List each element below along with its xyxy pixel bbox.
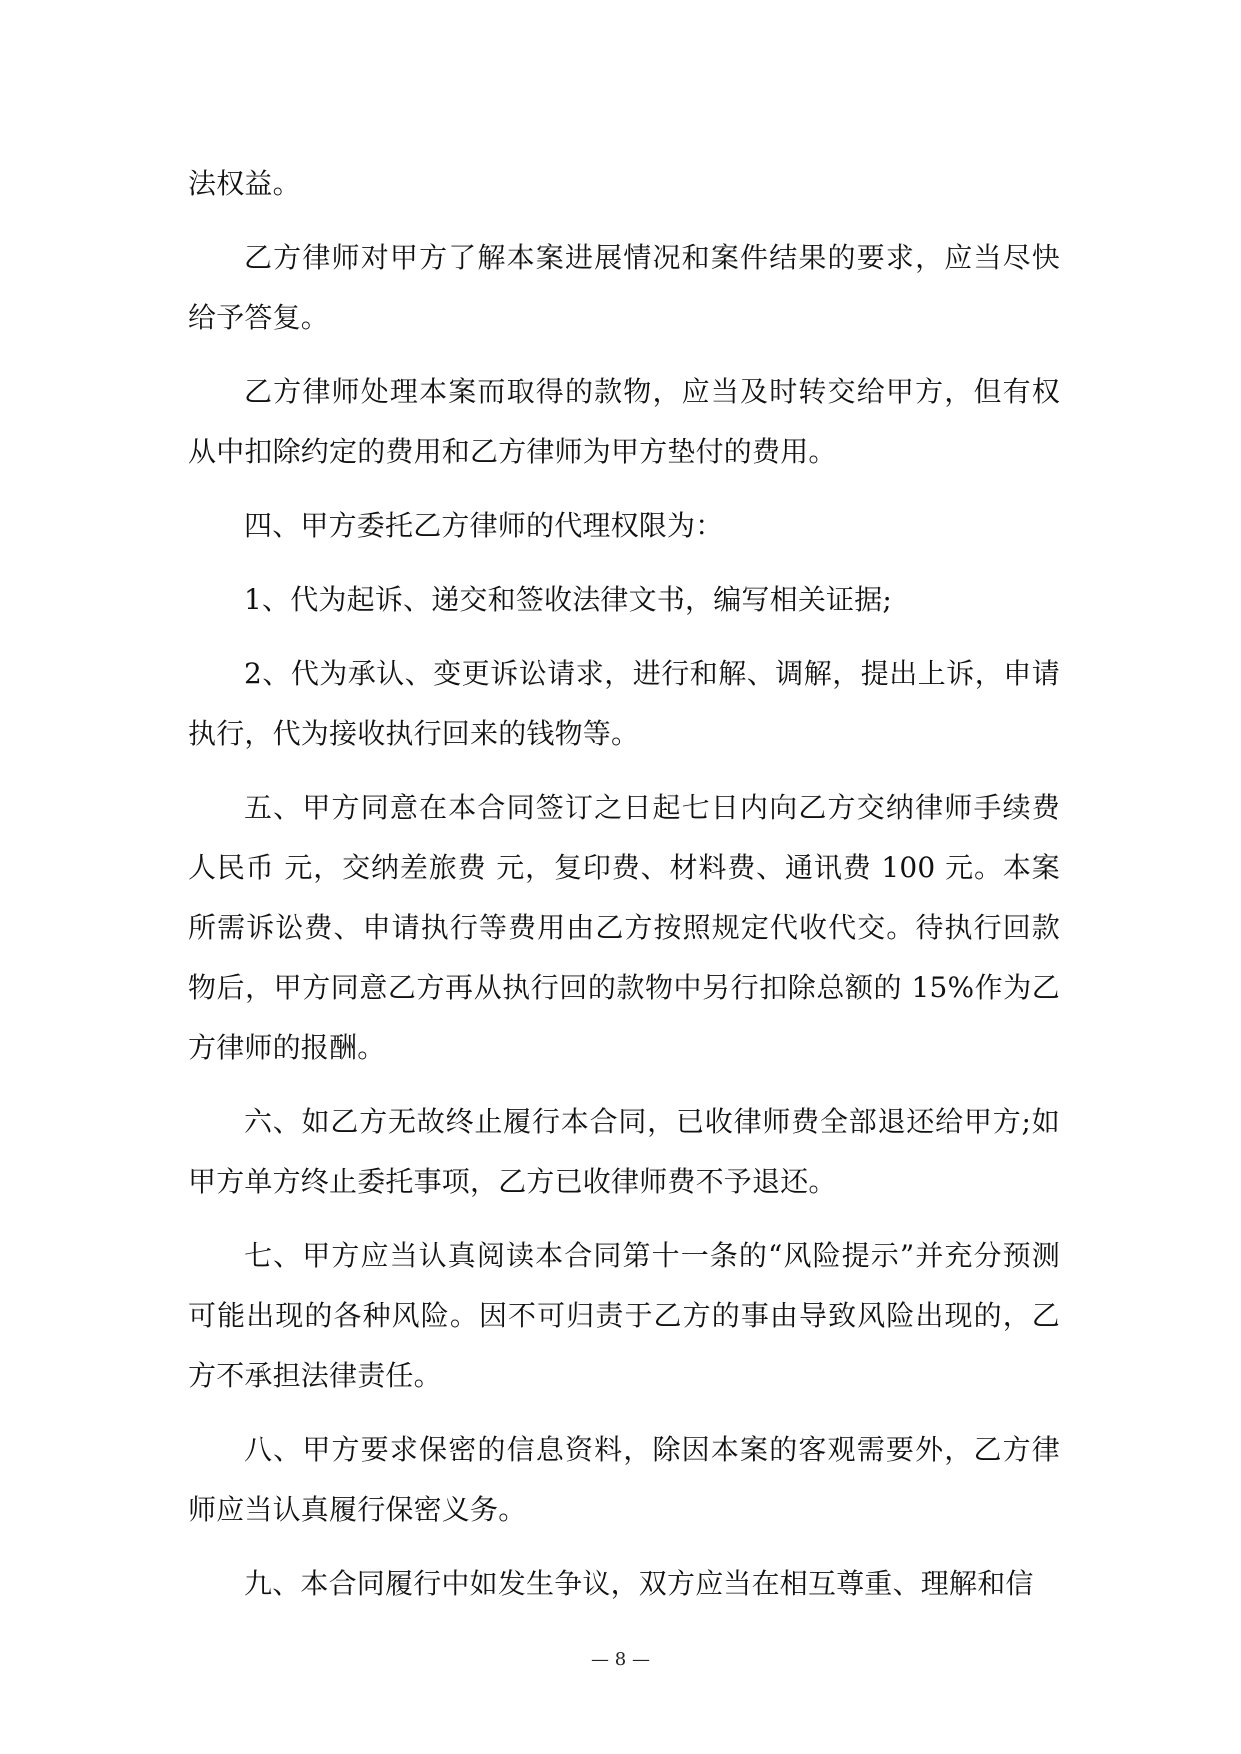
paragraph-continuation: 法权益。 [188, 167, 301, 200]
section-eight-confidentiality: 八、甲方要求保密的信息资料，除因本案的客观需要外，乙方律师应当认真履行保密义务。 [188, 1433, 1060, 1526]
list-item-2: 2、代为承认、变更诉讼请求，进行和解、调解，提出上诉，申请执行，代为接收执行回来的钱物等。 [188, 657, 1060, 750]
list-item-1: 1、代为起诉、递交和签收法律文书，编写相关证据; [244, 583, 893, 616]
section-seven-risk: 七、甲方应当认真阅读本合同第十一条的“风险提示”并充分预测可能出现的各种风险。因不可归责于乙方的事由导致风险出现的，乙方不承担法律责任。 [188, 1239, 1060, 1392]
paragraph-funds-transfer: 乙方律师处理本案而取得的款物，应当及时转交给甲方，但有权从中扣除约定的费用和乙方律师为甲方垫付的费用。 [188, 375, 1060, 468]
section-five-fees: 五、甲方同意在本合同签订之日起七日内向乙方交纳律师手续费人民币 元，交纳差旅费 元，复印费、材料费、通讯费 100 元。本案所需诉讼费、申请执行等费用由乙方按照规定代收代交。待执行回款物后，甲方同意乙方再从执行回的款物中另行扣除总额的 15%作为乙方律师的报酬。 [188, 791, 1060, 1064]
section-nine-dispute: 九、本合同履行中如发生争议，双方应当在相互尊重、理解和信 [244, 1567, 1034, 1600]
document-body [188, 154, 1060, 1628]
page-number: — 8 — [591, 1649, 650, 1670]
section-six-termination: 六、如乙方无故终止履行本合同，已收律师费全部退还给甲方;如甲方单方终止委托事项，乙方已收律师费不予退还。 [188, 1105, 1060, 1198]
paragraph-progress-reply: 乙方律师对甲方了解本案进展情况和案件结果的要求，应当尽快给予答复。 [188, 241, 1060, 334]
section-heading-four: 四、甲方委托乙方律师的代理权限为： [244, 509, 724, 542]
